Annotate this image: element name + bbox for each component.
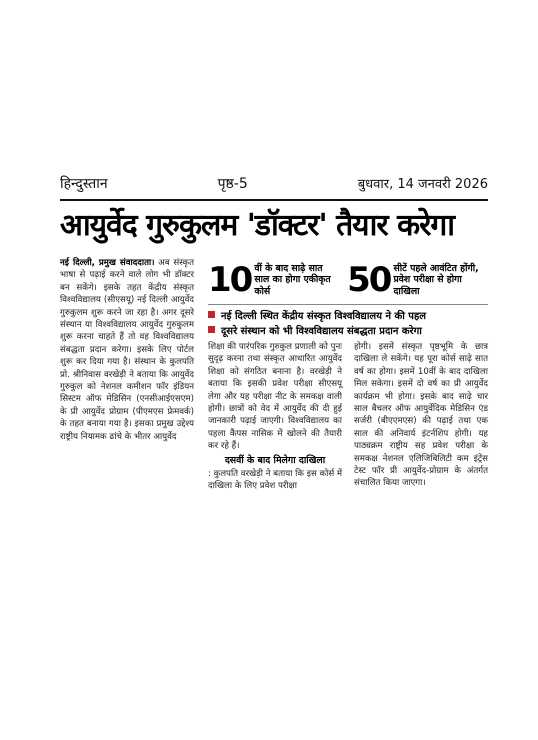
- newspaper-name: हिन्दुस्तान: [60, 175, 108, 192]
- callout-number-2: 50: [347, 260, 391, 300]
- square-bullet-icon: [208, 326, 215, 333]
- column-2-continued: : कुलपति वरखेड़ी ने बताया कि इस कोर्स में दाखिला के लिए प्रवेश परीक्षा: [208, 469, 342, 492]
- dateline: नई दिल्ली, प्रमुख संवाददाता।: [60, 258, 155, 268]
- subheading: दसवीं के बाद मिलेगा दाखिला: [224, 454, 326, 466]
- publication-date: बुधवार, 14 जनवरी 2026: [357, 177, 488, 192]
- column-3-text: होगी। इसमें संस्कृत पृष्ठभूमि के छात्र दाखिला ले सकेंगे। यह पूरा कोर्स साढ़े सात वर्ष का होगा। इसमें 10वीं के बाद दाखिला मिल सकेगा। इसमें दो वर्ष का प्री आयुर्वेद कार्यक्रम भी होगा। इसके बाद साढ़े चार साल बैचलर ऑफ आयुर्वेदिक मेडिसिन एंड सर्जरी (बीएएमएस) की पढ़ाई तथा एक साल की अनिवार्य इंटर्नशिप होगी। यह पाठ्यक्रम राष्ट्रीय सह प्रवेश परीक्षा के समकक्ष नेशनल एलिजिबिलिटी कम इंट्रेंस टेस्ट फॉर प्री आयुर्वेद-प्रोग्राम के अंतर्गत संचालित किया जाएगा।: [354, 342, 488, 489]
- bullet-item: [208, 307, 488, 322]
- callout-box: [208, 258, 488, 302]
- highlight-bullets: [208, 307, 488, 337]
- page-number: पृष्ठ-5: [217, 175, 248, 192]
- callout-text-2: सीटें पहले आवंटित होंगी, प्रवेश परीक्षा से होगा दाखिला: [393, 262, 479, 297]
- masthead-rule: [60, 199, 488, 201]
- bullet-text-2: दूसरे संस्थान को भी विश्वविद्यालय संबद्धता प्रदान करेगा: [221, 325, 422, 337]
- article-column-2: [208, 341, 342, 493]
- article-column-1: [60, 257, 194, 443]
- callout-text-1: वीं के बाद साढ़े सात साल का होगा एकीकृत कोर्स: [254, 262, 331, 297]
- headline: आयुर्वेद गुरुकुलम 'डॉक्टर' तैयार करेगा: [60, 208, 455, 243]
- column-1-text: अब संस्कृत भाषा से पढ़ाई करने वाले लोग भी डॉक्टर बन सकेंगे। इसके तहत केंद्रीय संस्कृत विश्वविद्यालय (सीएसयू) नई दिल्ली आयुर्वेद गुरुकुलम शुरू करने जा रहा है। अगर दूसरे संस्थान या विश्वविद्यालय आयुर्वेद गुरुकुलम शुरू करना चाहते हैं तो वह विश्वविद्यालय संबद्धता प्रदान करेगा। इसके लिए पोर्टल शुरू कर दिया गया है। संस्थान के कुलपति प्रो. श्रीनिवास वरखेड़ी ने बताया कि आयुर्वेद गुरुकुल को नेशनल कमीशन फॉर इंडियन सिस्टम ऑफ मेडिसिन (एनसीआईएसएम) के प्री आयुर्वेद प्रोग्राम (पीएमएस फ्रेमवर्क) के तहत बनाया गया है। इसका प्रमुख उद्देश्य राष्ट्रीय नियामक ढांचे के भीतर आयुर्वेद: [60, 258, 194, 442]
- bullet-item: [208, 322, 488, 337]
- square-bullet-icon: [208, 311, 215, 318]
- callout-divider: [208, 304, 488, 305]
- column-2-text: शिक्षा की पारंपरिक गुरुकुल प्रणाली को पुनः सुदृढ़ करना तथा संस्कृत आधारित आयुर्वेद शिक्षा को संगठित बनाना है। वरखेड़ी ने बताया कि इसकी प्रवेश परीक्षा सीएसयू लेगा और यह परीक्षा नीट के समकक्ष वाली होगी। छात्रों को वेद में आयुर्वेद की दी हुई जानकारी पढ़ाई जाएगी। विश्वविद्यालय का पहला कैंपस नासिक में खोलने की तैयारी कर रहे हैं।: [208, 342, 342, 452]
- article-column-3: [354, 341, 488, 490]
- bullet-text-1: नई दिल्ली स्थित केंद्रीय संस्कृत विश्वविद्यालय ने की पहल: [221, 310, 427, 322]
- callout-number-1: 10: [208, 260, 252, 300]
- masthead: [60, 168, 488, 198]
